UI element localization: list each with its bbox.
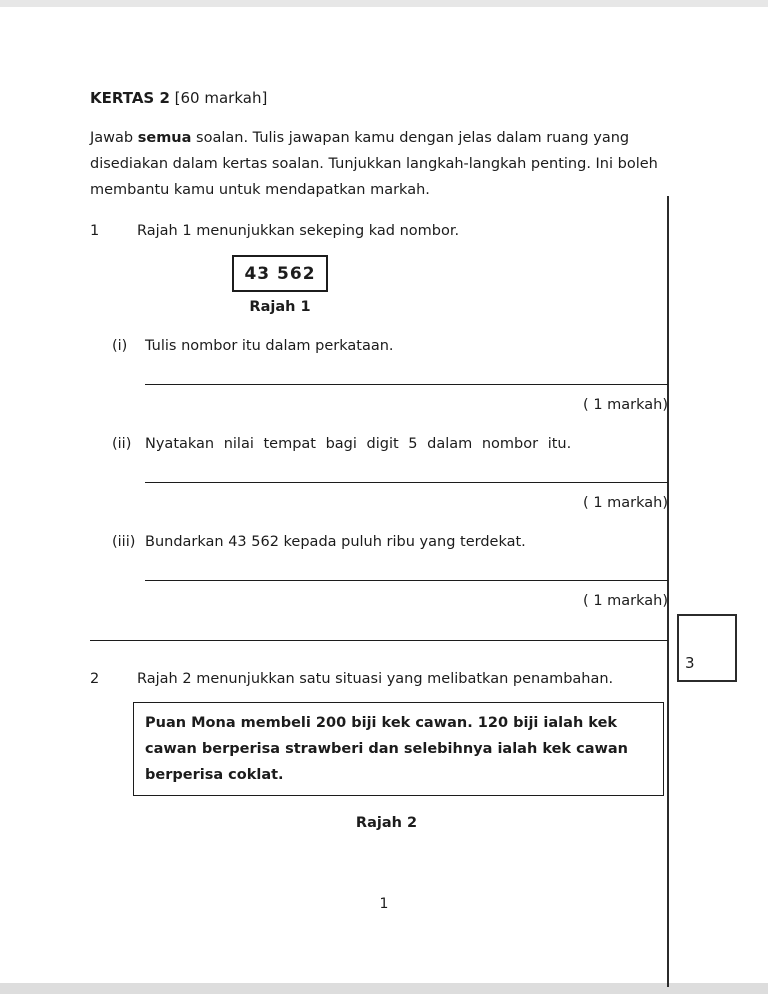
page-number: 1 [379,896,389,912]
rajah-1-caption: Rajah 1 [249,299,311,315]
question-1-text: Rajah 1 menunjukkan sekeping kad nombor. [137,223,460,239]
number-card [232,255,328,292]
q1-part-ii [90,434,668,454]
question-2 [90,669,668,689]
section-divider [90,640,668,641]
q1-part-i-marks: ( 1 markah) [583,397,668,413]
q1-part-ii-text: Nyatakan nilai tempat bagi digit 5 dalam nombor itu. [145,436,572,452]
q1-part-ii-label: (ii) [112,436,132,452]
marks-total-box [677,614,737,682]
q1-part-i-label: (i) [112,338,128,354]
q1-part-ii-marks: ( 1 markah) [583,495,668,511]
paper-title-marks: [60 markah] [169,89,268,107]
paper-content [90,88,668,833]
q1-part-iii [90,532,668,552]
number-card-group [232,255,328,317]
q1-part-iii-label: (iii) [112,534,136,550]
paper-title [90,88,668,108]
marks-total-value: 3 [685,654,695,672]
q1-part-iii-text: Bundarkan 43 562 kepada puluh ribu yang terdekat. [145,534,526,550]
question-2-text: Rajah 2 menunjukkan satu situasi yang melibatkan penambahan. [137,671,614,687]
q1-part-i-text: Tulis nombor itu dalam perkataan. [145,338,394,354]
situation-box [133,702,664,796]
page-edge-bottom [0,983,768,994]
rajah-2-caption: Rajah 2 [355,815,418,831]
question-1-number: 1 [90,223,100,239]
paper-title-name: KERTAS 2 [90,89,170,107]
q1-part-iii-answer-line [145,580,668,581]
page-edge-top [0,0,768,7]
situation-text: Puan Mona membeli 200 biji kek cawan. 120 biji ialah kek cawan berperisa strawberi dan selebihnya ialah kek cawan berperisa coklat. [145,715,628,783]
question-2-number: 2 [90,671,100,687]
instructions-bold-word: semua [137,130,192,146]
q1-part-i-answer-line [145,384,668,385]
q1-part-i [90,336,668,356]
instructions-post: soalan. Tulis jawapan kamu dengan jelas dalam ruang yang disediakan dalam kertas soalan. Tunjukkan langkah-langkah penting. Ini boleh membantu kamu untuk mendapatkan markah. [90,130,658,198]
number-card-value: 43 562 [244,263,316,284]
q1-part-iii-marks: ( 1 markah) [583,593,668,609]
question-1 [90,221,668,241]
instructions-pre: Jawab [90,130,138,146]
q1-part-ii-answer-line [145,482,668,483]
instructions-paragraph [90,125,668,203]
